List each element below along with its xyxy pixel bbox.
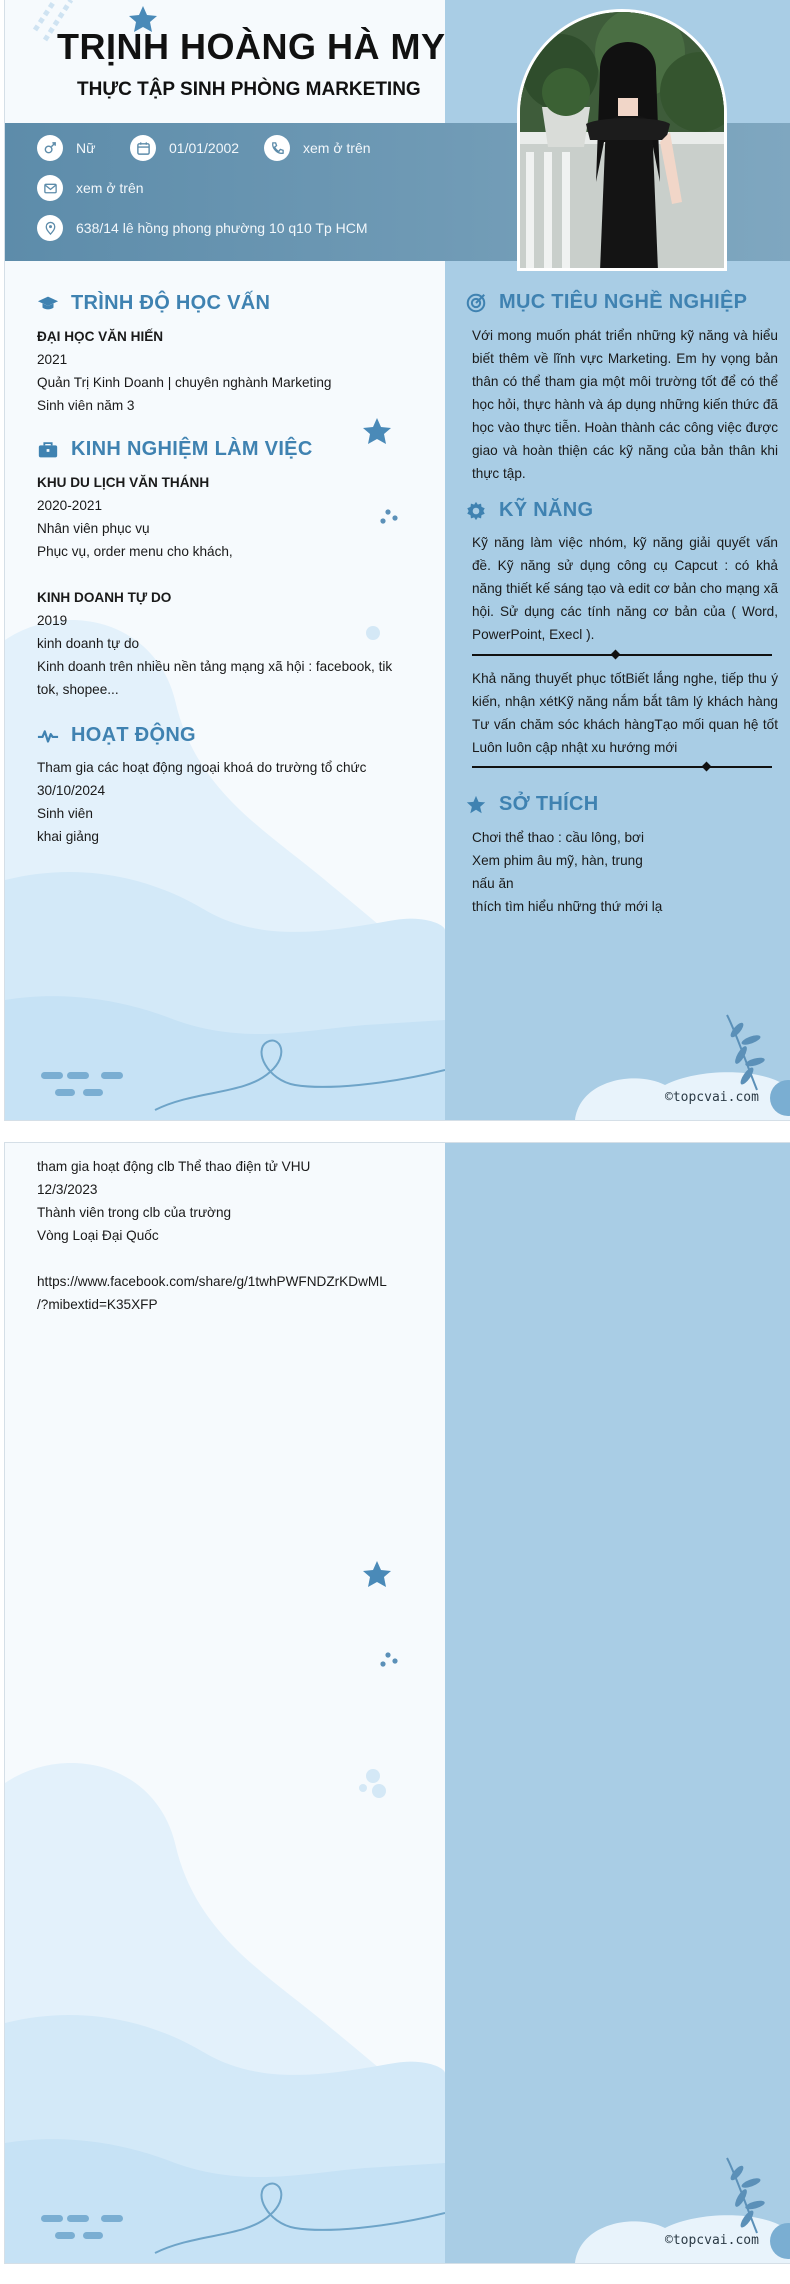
activities-heading-text: HOẠT ĐỘNG [71,724,196,746]
activity-2 [37,1155,387,1316]
education-entry [37,325,331,417]
experience-job-2 [37,586,417,701]
skills-divider-1 [472,654,772,656]
email-value: xem ở trên [76,180,144,196]
job-position: kinh doanh tự do [37,636,140,651]
hobby-item: Chơi thể thao : cầu lông, bơi [472,830,644,845]
contact-email [37,175,144,201]
activity-role: Sinh viên [37,806,93,821]
job-title: THỰC TẬP SINH PHÒNG MARKETING [77,79,421,100]
activity-title: tham gia hoạt động clb Thể thao điện tử VHU [37,1159,311,1174]
skills-heading-text: KỸ NĂNG [499,499,594,521]
job-period: 2019 [37,613,68,628]
skills-divider-2 [472,766,772,768]
experience-heading [37,438,313,461]
education-note: Sinh viên năm 3 [37,398,135,413]
contact-address [37,215,368,241]
skills-heading [465,499,593,522]
calendar-icon [130,135,156,161]
activities-heading [37,724,196,747]
job-description: Kinh doanh trên nhiều nền tảng mạng xã hội : facebook, tik tok, shopee... [37,659,393,697]
activity-link[interactable]: https://www.facebook.com/share/g/1twhPWFNDZrKDwML [37,1274,387,1289]
watermark: ©topcvai.com [665,1090,759,1105]
target-icon [465,292,487,314]
gear-icon [465,500,487,522]
job-company: KHU DU LỊCH VĂN THÁNH [37,475,210,490]
experience-job-1 [37,471,417,563]
hobbies-list [472,826,662,918]
pulse-icon [37,725,59,747]
hobbies-heading-text: SỞ THÍCH [499,793,599,815]
hobbies-heading [465,793,598,816]
gender-value: Nữ [76,140,96,156]
activity-1 [37,756,366,848]
skills-paragraph-1: Kỹ năng làm việc nhóm, kỹ năng giải quyết vấn đề. Kỹ năng sử dụng công cụ Capcut : có khả năng thiết kế sáng tạo và edit cơ bản cho mạng xã hội. Sử dụng các tính năng cơ bản của ( Word, PowerPoint, Execl ). [472,535,778,642]
cv-page-1 [5,0,790,1120]
gender-icon [37,135,63,161]
job-position: Nhân viên phục vụ [37,521,150,536]
hobby-item: nấu ăn [472,876,514,891]
address-value: 638/14 lê hồng phong phường 10 q10 Tp HCM [76,220,368,236]
right-background-decoration [445,1143,790,2263]
activity-role: Thành viên trong clb của trường [37,1205,232,1220]
hobby-item: Xem phim âu mỹ, hàn, trung [472,853,643,868]
skills-paragraph-2: Khả năng thuyết phục tốtBiết lắng nghe, tiếp thu ý kiến, nhận xétKỹ năng nắm bắt tâm lý khách hàng Tư vấn chăm sóc khách hàngTạo mối quan hệ tốt Luôn luôn cập nhật xu hướng mới [472,671,778,755]
education-heading-text: TRÌNH ĐỘ HỌC VẤN [71,292,271,314]
briefcase-icon [37,439,59,461]
activity-date: 12/3/2023 [37,1182,98,1197]
education-major: Quản Trị Kinh Doanh | chuyên nghành Marketing [37,375,332,390]
objective-heading-text: MỤC TIÊU NGHỀ NGHIỆP [499,291,748,313]
experience-heading-text: KINH NGHIỆM LÀM VIỆC [71,438,313,460]
contact-birthdate [130,135,239,161]
candidate-name: TRỊNH HOÀNG HÀ MY [57,26,446,67]
education-school: ĐẠI HỌC VĂN HIẾN [37,329,164,344]
phone-value: xem ở trên [303,140,371,156]
right-column [445,1143,790,2263]
contact-gender [37,135,95,161]
hobby-item: thích tìm hiểu những thứ mới lạ [472,899,663,914]
activity-link-continued[interactable]: /?mibextid=K35XFP [37,1297,158,1312]
activity-date: 30/10/2024 [37,783,106,798]
activity-detail: khai giảng [37,829,99,844]
contact-phone [264,135,371,161]
job-period: 2020-2021 [37,498,103,513]
job-description: Phục vụ, order menu cho khách, [37,544,233,559]
objective-heading [465,291,747,314]
education-heading [37,292,270,315]
phone-icon [264,135,290,161]
education-year: 2021 [37,352,68,367]
watermark: ©topcvai.com [665,2233,759,2248]
profile-photo [517,9,727,271]
star-icon [465,794,487,816]
birthdate-value: 01/01/2002 [169,140,240,156]
activity-title: Tham gia các hoạt động ngoại khoá do trường tổ chức [37,760,367,775]
mail-icon [37,175,63,201]
job-company: KINH DOANH TỰ DO [37,590,172,605]
graduation-cap-icon [37,293,59,315]
activity-detail: Vòng Loại Đại Quốc [37,1228,159,1243]
cv-page-2 [5,1143,790,2263]
objective-text: Với mong muốn phát triển những kỹ năng và hiểu biết thêm về lĩnh vực Marketing. Em hy vọng bản thân có thể tham gia một môi trường tốt để có thể học hỏi, thực hành và áp dụng những kiến thức đã học vào thực tiễn. Hoàn thành các công việc được giao và hoàn thiện các kỹ năng của bản thân khi thực tập. [472,328,778,481]
location-pin-icon [37,215,63,241]
